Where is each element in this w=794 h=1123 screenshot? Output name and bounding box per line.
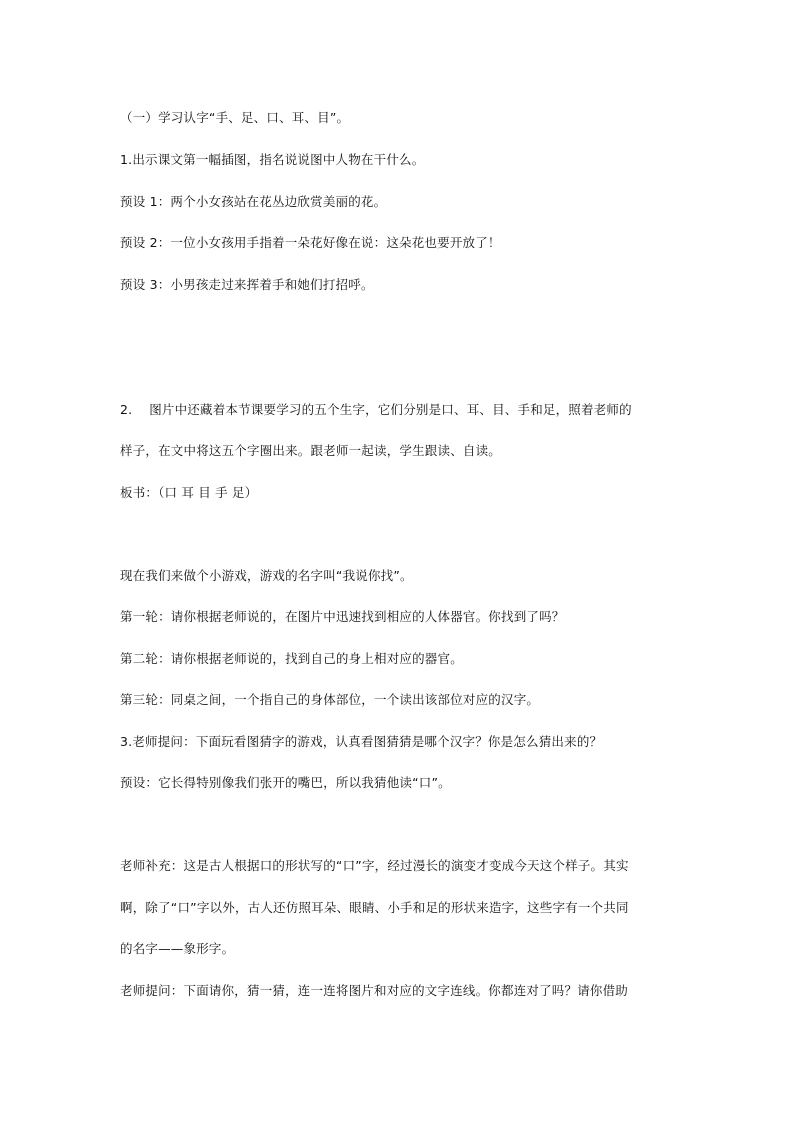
game-intro-text: 现在我们来做个小游戏，游戏的名字叫“我说你找”。 bbox=[120, 568, 413, 583]
round-2-text: 第二轮：请你根据老师说的，找到自己的身上相对应的器官。 bbox=[120, 651, 463, 666]
supplement-line-2: 啊，除了“口”字以外，古人还仿照耳朵、眼睛、小手和足的形状来造字，这些字有一个共同 bbox=[120, 900, 629, 915]
section-heading: （一）学习认字“手、足、口、耳、目”。 bbox=[120, 110, 350, 125]
step-1-text: 1.出示课文第一幅插图，指名说说图中人物在干什么。 bbox=[120, 152, 425, 167]
round-3-text: 第三轮：同桌之间，一个指自己的身体部位，一个读出该部位对应的汉字。 bbox=[120, 692, 540, 707]
step-2-line-1: 2. 图片中还藏着本节课要学习的五个生字，它们分别是口、耳、目、手和足，照着老师的 bbox=[120, 402, 632, 417]
preset-3-text: 预设 3：小男孩走过来挥着手和她们打招呼。 bbox=[120, 277, 374, 292]
step-3-text: 3.老师提问：下面玩看图猜字的游戏，认真看图猜猜是哪个汉字？你是怎么猜出来的？ bbox=[120, 734, 603, 749]
preset-4-text: 预设：它长得特别像我们张开的嘴巴，所以我猜他读“口”。 bbox=[120, 775, 451, 790]
supplement-line-3: 的名字——象形字。 bbox=[120, 941, 235, 956]
board-text: 板书：（口 耳 目 手 足） bbox=[120, 485, 258, 500]
round-1-text: 第一轮：请你根据老师说的，在图片中迅速找到相应的人体器官。你找到了吗？ bbox=[120, 609, 565, 624]
supplement-line-1: 老师补充：这是古人根据口的形状写的“口”字，经过漫长的演变才变成今天这个样子。其实 bbox=[120, 858, 629, 873]
preset-1-text: 预设 1：两个小女孩站在花丛边欣赏美丽的花。 bbox=[120, 194, 387, 209]
question-text: 老师提问：下面请你，猜一猜，连一连将图片和对应的文字连线。你都连对了吗？请你借助 bbox=[120, 983, 629, 998]
preset-2-text: 预设 2：一位小女孩用手指着一朵花好像在说：这朵花也要开放了！ bbox=[120, 235, 501, 250]
step-2-line-2: 样子，在文中将这五个字圈出来。跟老师一起读，学生跟读、自读。 bbox=[120, 443, 502, 458]
